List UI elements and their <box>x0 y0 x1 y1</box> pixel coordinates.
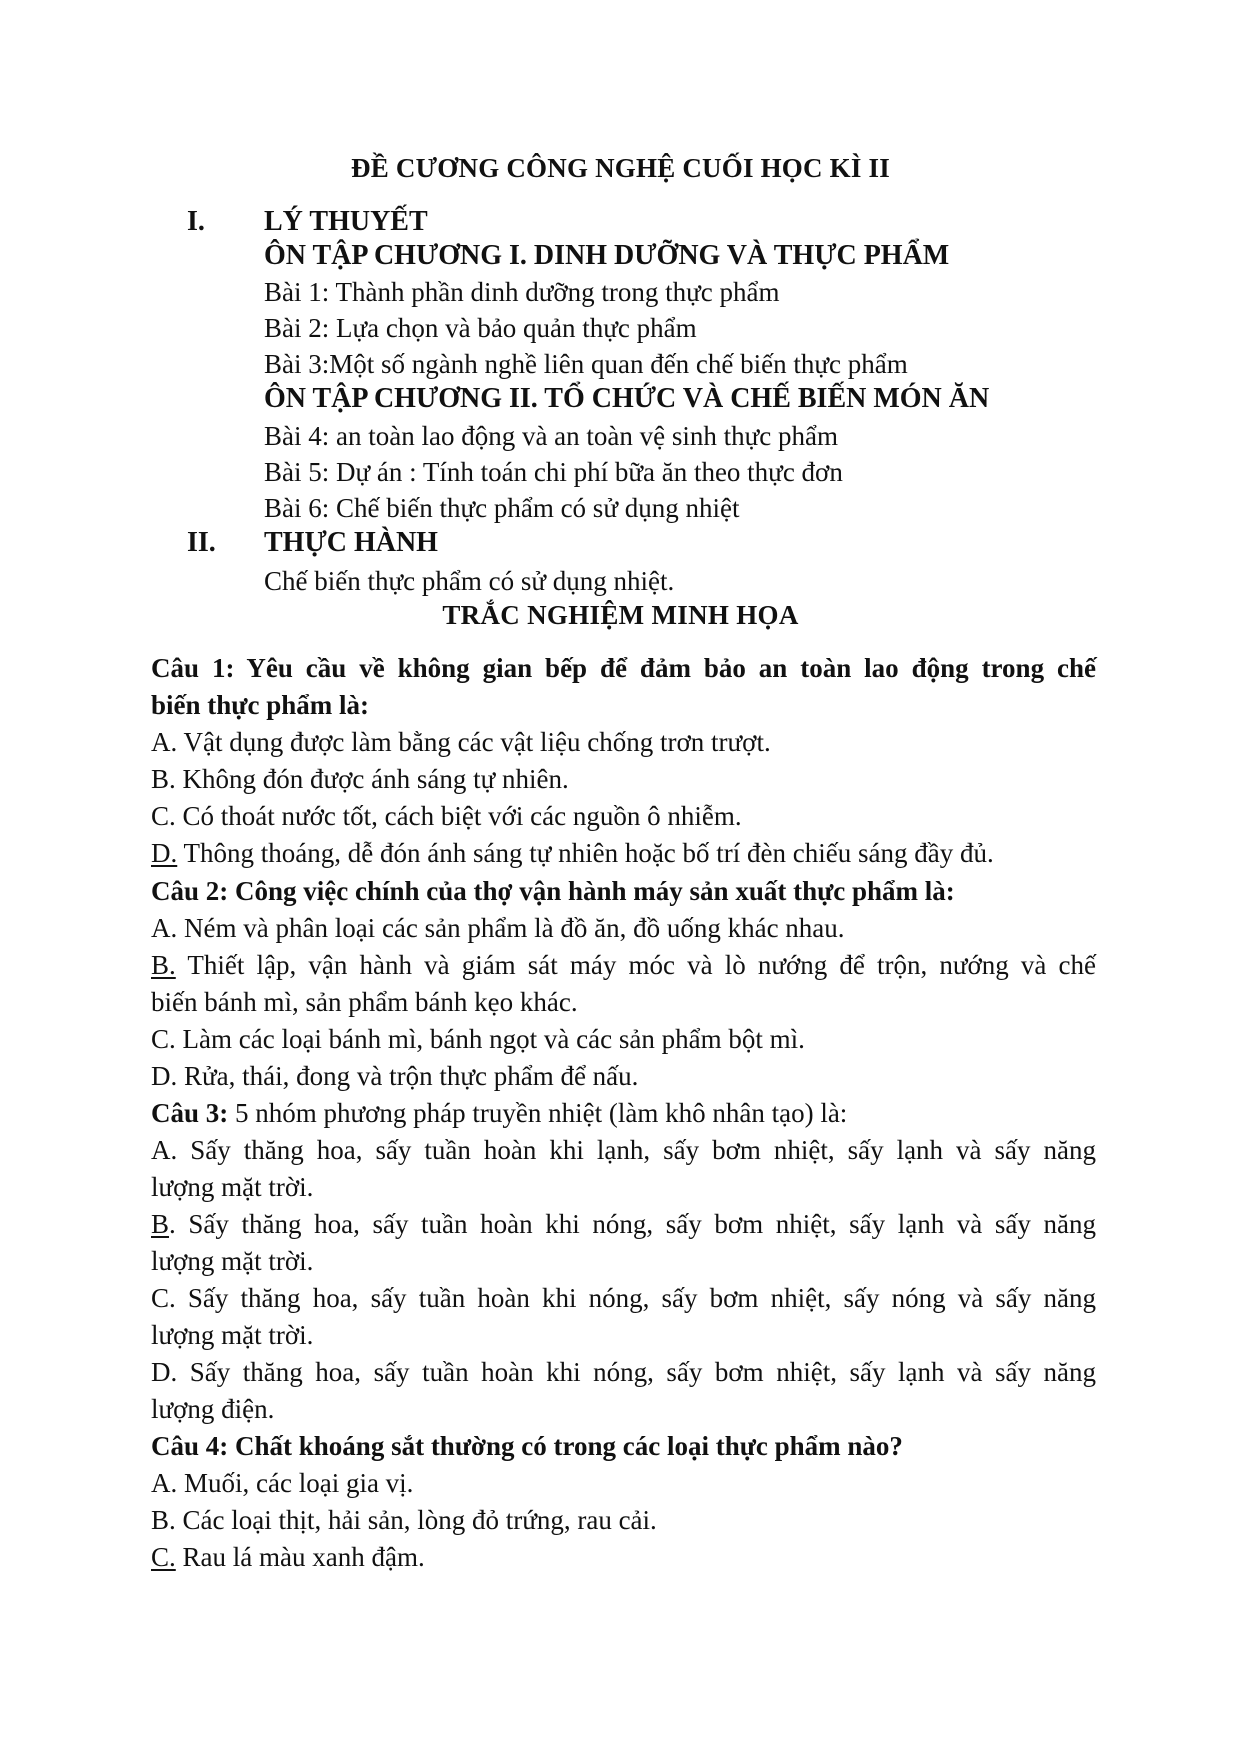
lesson-2: Bài 2: Lựa chọn và bảo quản thực phẩm <box>264 313 697 343</box>
option-text: Vật dụng được làm bằng các vật liệu chống trơn trượt. <box>177 727 771 757</box>
quiz-heading: TRẮC NGHIỆM MINH HỌA <box>442 600 799 630</box>
question-3-line-1 <box>151 1095 1096 1132</box>
question-1-text: Yêu cầu về không gian bếp để đảm bảo an toàn lao động trong chế <box>234 653 1096 683</box>
option-text: Sấy thăng hoa, sấy tuần hoàn khi nóng, sấy bơm nhiệt, sấy lạnh và sấy năng <box>177 1357 1096 1387</box>
question-2-option-a <box>151 910 1096 947</box>
question-1-option-d <box>151 835 1096 872</box>
question-3-option-d-cont: lượng điện. <box>151 1394 275 1424</box>
question-4-text: Chất khoáng sắt thường có trong các loại thực phẩm nào? <box>228 1431 903 1461</box>
question-2-option-d <box>151 1058 1096 1095</box>
option-text: Muối, các loại gia vị. <box>177 1468 414 1498</box>
question-1-label: Câu 1: <box>151 653 235 683</box>
option-text: Ném và phân loại các sản phẩm là đồ ăn, đồ uống khác nhau. <box>177 913 845 943</box>
lesson-3: Bài 3:Một số ngành nghề liên quan đến chế biến thực phẩm <box>264 349 908 379</box>
question-2-option-b-cont: biến bánh mì, sản phẩm bánh kẹo khác. <box>151 987 578 1017</box>
option-letter: A. <box>151 913 178 943</box>
option-text: Rau lá màu xanh đậm. <box>175 1542 425 1572</box>
chapter-1-heading: ÔN TẬP CHƯƠNG I. DINH DƯỠNG VÀ THỰC PHẨM <box>264 240 950 271</box>
question-3-option-a-cont: lượng mặt trời. <box>151 1172 314 1202</box>
lesson-5: Bài 5: Dự án : Tính toán chi phí bữa ăn theo thực đơn <box>264 457 843 487</box>
question-2-label: Câu 2: <box>151 876 229 906</box>
question-3-text: 5 nhóm phương pháp truyền nhiệt (làm khô nhân tạo) là: <box>228 1098 848 1128</box>
question-2-option-b <box>151 947 1096 984</box>
question-2-option-c <box>151 1021 1096 1058</box>
section-1-heading: LÝ THUYẾT <box>264 206 428 237</box>
option-letter: D. <box>151 1061 178 1091</box>
question-4-option-c <box>151 1539 1096 1576</box>
question-2-line-1 <box>151 873 1096 910</box>
option-letter: C. <box>151 801 176 831</box>
section-2-numeral: II. <box>187 527 216 558</box>
correct-option-letter: C. <box>151 1542 176 1572</box>
question-1-line-1 <box>151 650 1096 687</box>
correct-option-letter: B. <box>151 950 176 980</box>
option-letter: B. <box>151 1505 176 1535</box>
option-text: Không đón được ánh sáng tự nhiên. <box>175 764 569 794</box>
option-text: Thông thoáng, dễ đón ánh sáng tự nhiên hoặc bố trí đèn chiếu sáng đầy đủ. <box>177 838 994 868</box>
lesson-4: Bài 4: an toàn lao động và an toàn vệ sinh thực phẩm <box>264 421 839 451</box>
question-1-option-b <box>151 761 1096 798</box>
question-3-option-b <box>151 1206 1096 1243</box>
option-letter: B. <box>151 764 176 794</box>
question-4-label: Câu 4: <box>151 1431 229 1461</box>
lesson-1: Bài 1: Thành phần dinh dưỡng trong thực phẩm <box>264 277 780 307</box>
option-text: Sấy thăng hoa, sấy tuần hoàn khi nóng, sấy bơm nhiệt, sấy nóng và sấy năng <box>175 1283 1096 1313</box>
question-4-line-1 <box>151 1428 1096 1465</box>
question-3-option-d <box>151 1354 1096 1391</box>
option-letter: C. <box>151 1283 176 1313</box>
document-title: ĐỀ CƯƠNG CÔNG NGHỆ CUỐI HỌC KÌ II <box>351 153 890 183</box>
question-2-text: Công việc chính của thợ vận hành máy sản xuất thực phẩm là: <box>228 876 955 906</box>
option-text: Có thoát nước tốt, cách biệt với các nguồn ô nhiễm. <box>175 801 742 831</box>
option-text: Các loại thịt, hải sản, lòng đỏ trứng, rau cải. <box>175 1505 657 1535</box>
question-1-option-c <box>151 798 1096 835</box>
section-1-numeral: I. <box>187 206 205 237</box>
question-3-option-b-cont: lượng mặt trời. <box>151 1246 314 1276</box>
option-text: Rửa, thái, đong và trộn thực phẩm để nấu. <box>177 1061 639 1091</box>
option-letter: A. <box>151 1468 178 1498</box>
question-3-option-c-cont: lượng mặt trời. <box>151 1320 314 1350</box>
question-1-option-a <box>151 724 1096 761</box>
option-letter: A. <box>151 727 178 757</box>
option-text: Làm các loại bánh mì, bánh ngọt và các sản phẩm bột mì. <box>175 1024 805 1054</box>
question-3-label: Câu 3: <box>151 1098 229 1128</box>
section-2-text: Chế biến thực phẩm có sử dụng nhiệt. <box>264 566 675 596</box>
question-3-option-c <box>151 1280 1096 1317</box>
section-2-heading: THỰC HÀNH <box>264 527 438 558</box>
option-text: Thiết lập, vận hành và giám sát máy móc và lò nướng để trộn, nướng và chế <box>175 950 1096 980</box>
question-4-option-b <box>151 1502 1096 1539</box>
chapter-2-heading: ÔN TẬP CHƯƠNG II. TỔ CHỨC VÀ CHẾ BIẾN MÓN ĂN <box>264 383 990 414</box>
option-letter: C. <box>151 1024 176 1054</box>
question-4-option-a <box>151 1465 1096 1502</box>
correct-option-letter: D. <box>151 838 178 868</box>
lesson-6: Bài 6: Chế biến thực phẩm có sử dụng nhiệt <box>264 493 740 523</box>
option-text: Sấy thăng hoa, sấy tuần hoàn khi lạnh, sấy bơm nhiệt, sấy lạnh và sấy năng <box>177 1135 1096 1165</box>
option-letter: A. <box>151 1135 178 1165</box>
option-text: . Sấy thăng hoa, sấy tuần hoàn khi nóng, sấy bơm nhiệt, sấy lạnh và sấy năng <box>169 1209 1096 1239</box>
question-3-option-a <box>151 1132 1096 1169</box>
option-letter: D. <box>151 1357 178 1387</box>
question-1-line-2: biến thực phẩm là: <box>151 690 369 720</box>
correct-option-letter: B <box>151 1209 170 1239</box>
